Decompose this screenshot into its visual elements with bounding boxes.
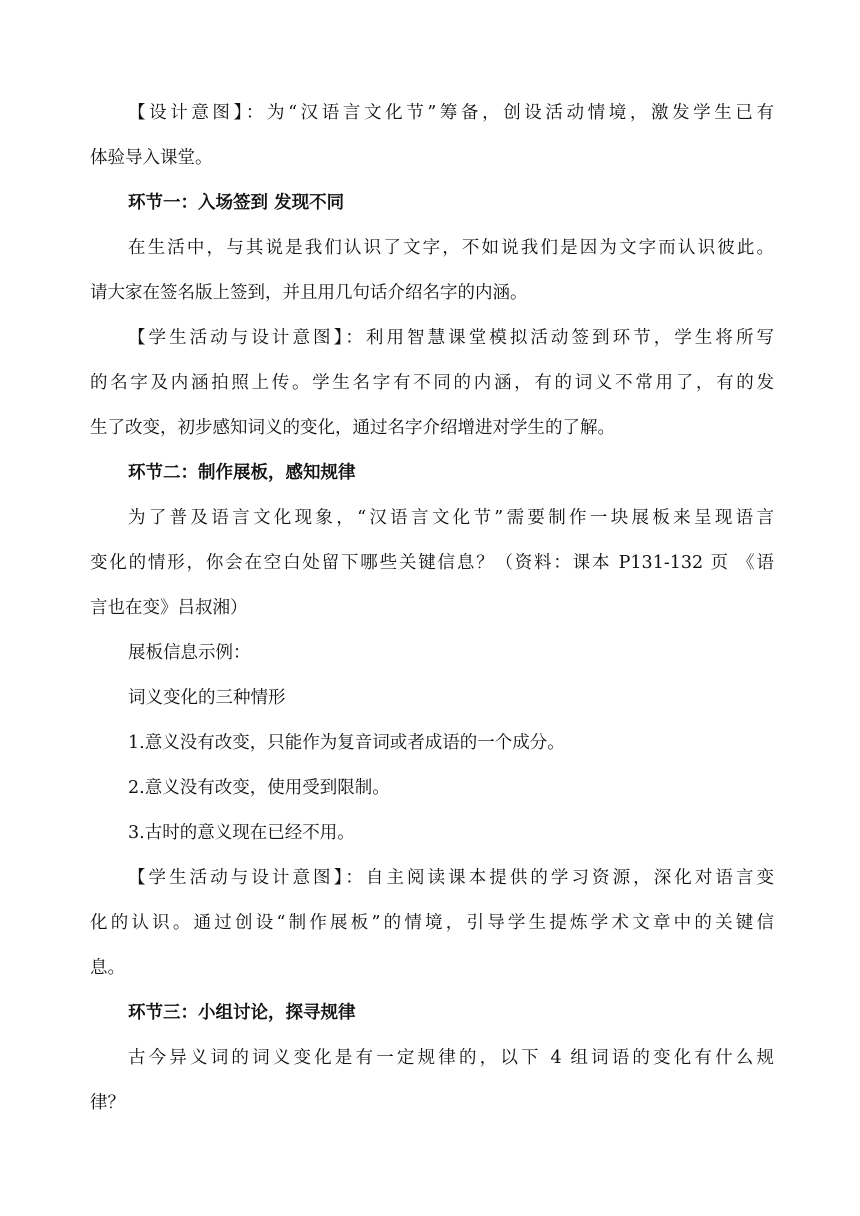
section-heading-2: 环节二：制作展板，感知规律 — [128, 463, 356, 483]
paragraph-line: 变化的情形，你会在空白处留下哪些关键信息？（资料：课本 P131-132 页 《语 — [90, 553, 774, 573]
paragraph-line: 请大家在签名版上签到，并且用几句话介绍名字的内涵。 — [90, 283, 528, 303]
example-label: 展板信息示例： — [128, 643, 251, 663]
activity-intent-line-2: 的名字及内涵拍照上传。学生名字有不同的内涵，有的词义不常用了，有的发 — [90, 373, 774, 393]
list-item: 2.意义没有改变，使用受到限制。 — [128, 778, 390, 798]
design-intent-line-2: 体验导入课堂。 — [90, 148, 213, 168]
list-item: 1.意义没有改变，只能作为复音词或者成语的一个成分。 — [128, 733, 565, 753]
paragraph-line: 律？ — [90, 1093, 125, 1113]
list-item: 3.古时的意义现在已经不用。 — [128, 823, 355, 843]
activity-intent-line-2: 化的认识。通过创设“制作展板”的情境，引导学生提炼学术文章中的关键信 — [90, 913, 774, 933]
activity-intent-line-3: 息。 — [90, 958, 125, 978]
activity-intent-line-3: 生了改变，初步感知词义的变化，通过名字介绍增进对学生的了解。 — [90, 418, 615, 438]
activity-intent-line-1: 【学生活动与设计意图】：利用智慧课堂模拟活动签到环节，学生将所写 — [128, 328, 774, 348]
section-heading-1: 环节一：入场签到 发现不同 — [128, 193, 345, 213]
paragraph-line: 言也在变》吕叔湘） — [90, 598, 248, 618]
list-title: 词义变化的三种情形 — [128, 688, 286, 708]
paragraph-line: 古今异义词的词义变化是有一定规律的，以下 4 组词语的变化有什么规 — [128, 1048, 774, 1068]
section-heading-3: 环节三：小组讨论，探寻规律 — [128, 1003, 356, 1023]
document-page — [90, 91, 774, 1126]
paragraph-line: 在生活中，与其说是我们认识了文字，不如说我们是因为文字而认识彼此。 — [128, 238, 774, 258]
design-intent-line-1: 【设计意图】：为“汉语言文化节”筹备，创设活动情境，激发学生已有 — [128, 103, 774, 123]
paragraph-line: 为了普及语言文化现象，“汉语言文化节”需要制作一块展板来呈现语言 — [128, 508, 774, 528]
activity-intent-line-1: 【学生活动与设计意图】：自主阅读课本提供的学习资源，深化对语言变 — [128, 868, 774, 888]
